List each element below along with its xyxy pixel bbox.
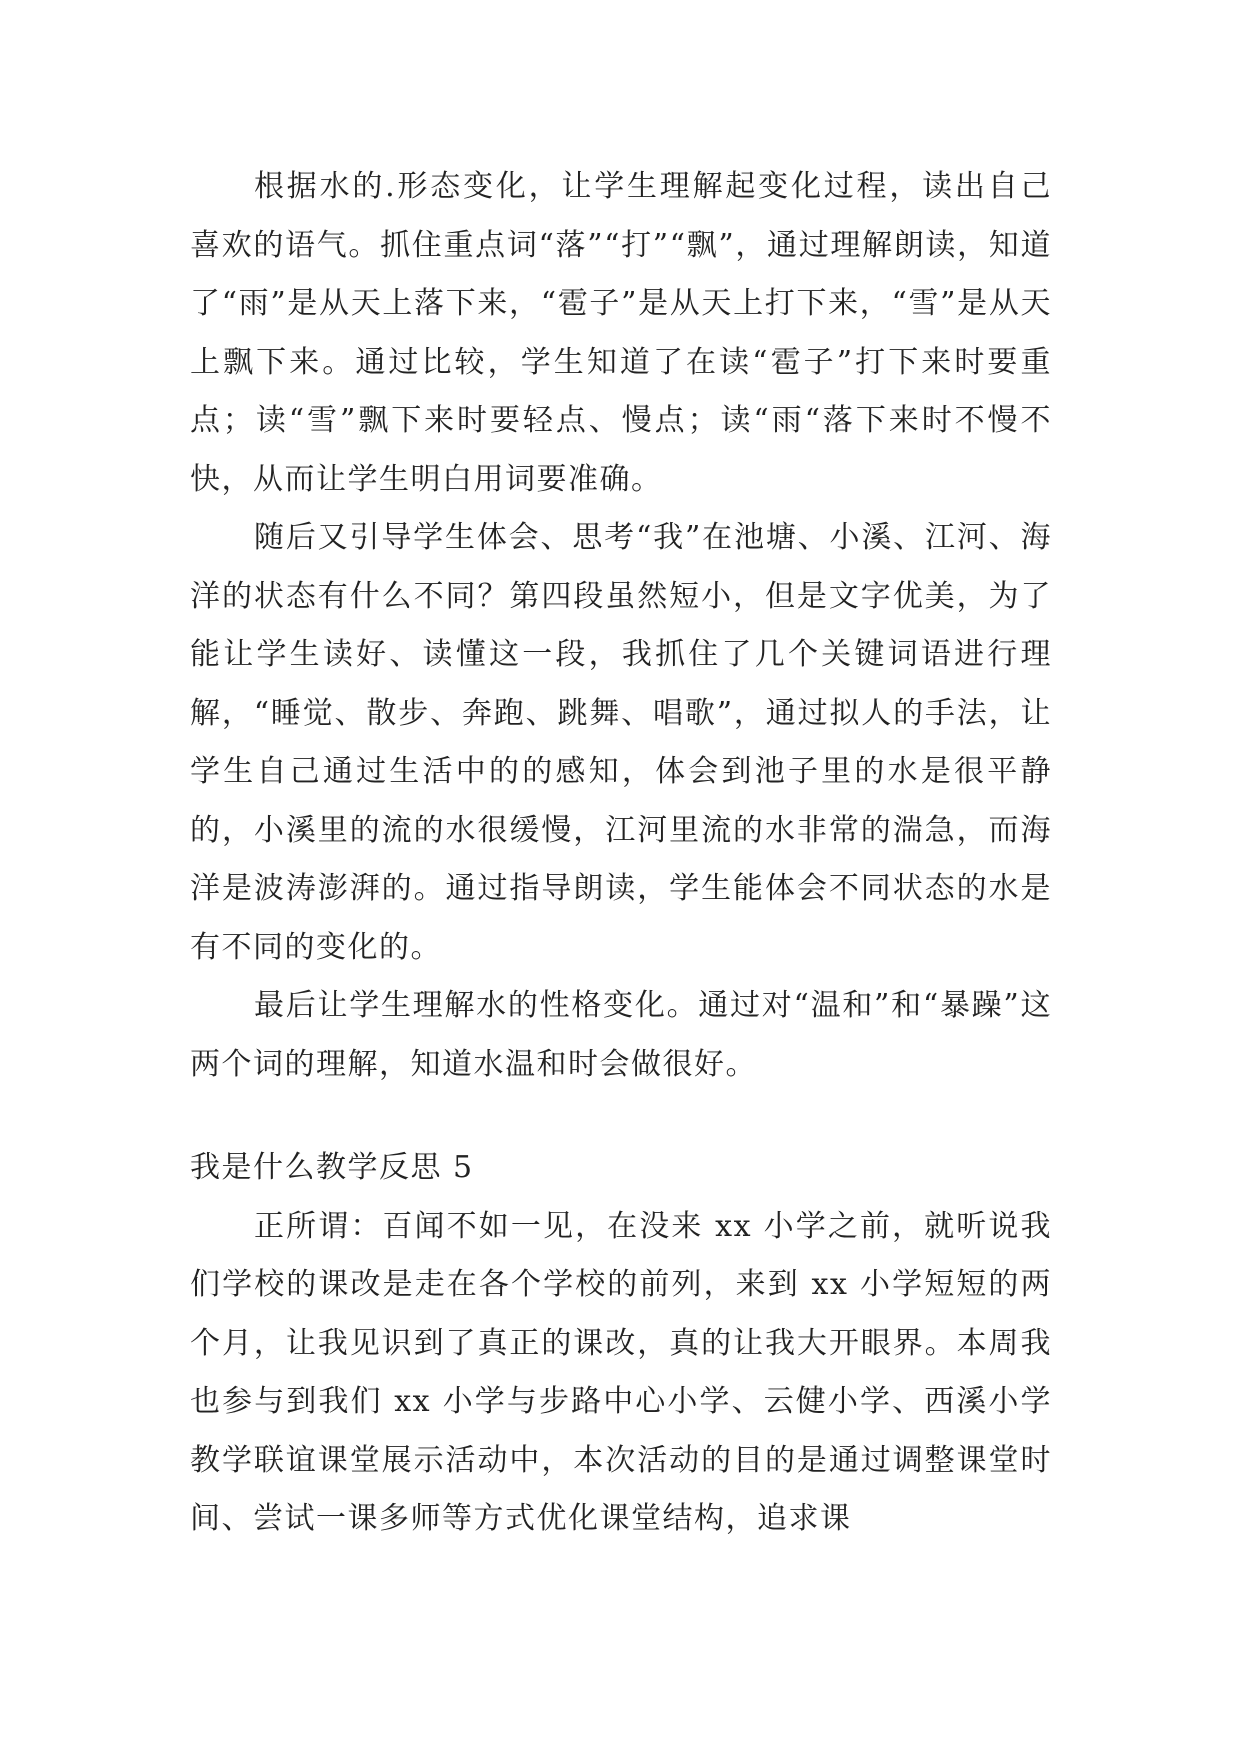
section-title: 我是什么教学反思 5 <box>190 1150 474 1185</box>
paragraph-water-temper: 最后让学生理解水的性格变化。通过对“温和”和“暴躁”这两个词的理解，知道水温和时会做很好。 <box>190 988 1052 1082</box>
paragraph-reform: 正所谓：百闻不如一见，在没来 xx 小学之前，就听说我们学校的课改是走在各个学校的前列，来到 xx 小学短短的两个月，让我见识到了真正的课改，真的让我大开眼界。本周我也参与到我们 xx 小学与步路中心小学、云健小学、西溪小学教学联谊课堂展示活动中，本次活动的目的是通过调整课堂时间、尝试一课多师等方式优化课堂结构，追求课 <box>190 1208 1052 1536</box>
document-body <box>190 158 1052 1549</box>
paragraph-water-forms: 根据水的.形态变化，让学生理解起变化过程，读出自己喜欢的语气。抓住重点词“落”“打”“飘”，通过理解朗读，知道了“雨”是从天上落下来，“雹子”是从天上打下来，“雪”是从天上飘下来。通过比较，学生知道了在读“雹子”打下来时要重点；读“雪”飘下来时要轻点、慢点；读“雨“落下来时不慢不快，从而让学生明白用词要准确。 <box>190 169 1052 497</box>
paragraph-water-states: 随后又引导学生体会、思考“我”在池塘、小溪、江河、海洋的状态有什么不同？第四段虽然短小，但是文字优美，为了能让学生读好、读懂这一段，我抓住了几个关键词语进行理解，“睡觉、散步、奔跑、跳舞、唱歌”，通过拟人的手法，让学生自己通过生活中的的感知，体会到池子里的水是很平静的，小溪里的流的水很缓慢，江河里流的水非常的湍急，而海洋是波涛澎湃的。通过指导朗读，学生能体会不同状态的水是有不同的变化的。 <box>190 520 1052 965</box>
